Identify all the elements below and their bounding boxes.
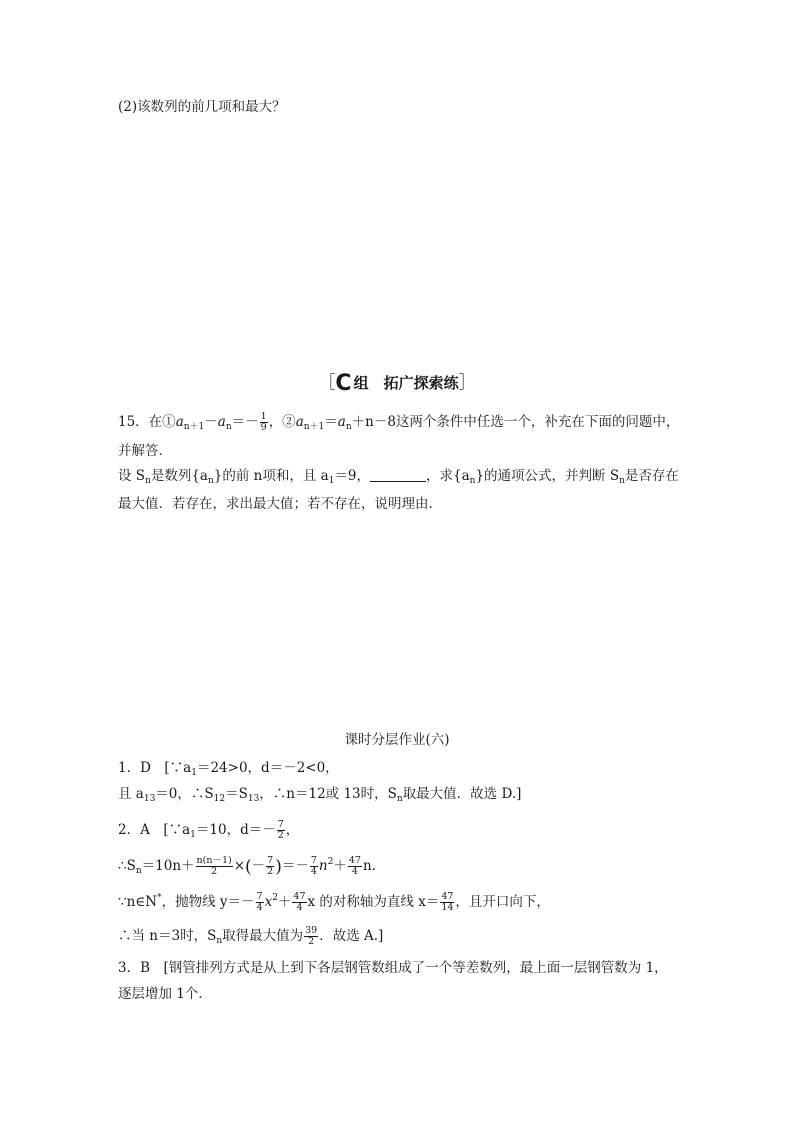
- answer-3-line-1: 3．B [钢管排列方式是从上到下各层钢管数组成了一个等差数列，最上面一层钢管数为 1，: [118, 960, 668, 976]
- fraction-39-2: $\frac{39}{2}$: [305, 925, 318, 947]
- section-label: 组 拓广探索练: [353, 374, 459, 392]
- fraction-47-14: $\frac{47}{14}$: [441, 891, 454, 913]
- fraction-7-4: $\frac{7}{4}$: [310, 855, 317, 877]
- q15-line-3: 设 $S_n$是数列$\{a_n\}$的前 n项和，且 $a_1=9$， ，求$\{a_n\}$的通项公式，并判断 $S_n$是否存在: [118, 468, 679, 486]
- fraction-n-n-1-2: $\frac{n(n-1)}{2}$: [196, 855, 232, 877]
- fraction-7-2: $\frac{7}{2}$: [277, 819, 284, 841]
- answer-2-line-1: 2．A [$\because a_1=10$，d＝－ $\frac{7}{2}$ ，: [118, 819, 300, 841]
- answer-2-line-4: ∴当 n＝3时，$S_n$取得最大值为 $\frac{39}{2}$ ．故选 A.]: [118, 925, 384, 947]
- fraction-47-4-b: $\frac{47}{4}$: [293, 891, 306, 913]
- answer-title: 课时分层作业(六): [344, 732, 450, 748]
- c-badge-icon: C: [335, 371, 352, 396]
- q15-line-1: 15．在$①a_{n+1}-a_n=-$ $\frac{1}{9}$ ，$②a_{n+1}=a_n+n-8$这两个条件中任选一个，补充在下面的问题中，: [118, 411, 680, 433]
- answer-blank: [370, 467, 426, 482]
- open-bracket: ［: [318, 373, 336, 393]
- fraction-7-4-b: $\frac{7}{4}$: [256, 891, 263, 913]
- close-bracket: ］: [458, 373, 476, 393]
- fraction-47-4: $\frac{47}{4}$: [348, 855, 361, 877]
- fraction-1-9: $\frac{1}{9}$: [260, 411, 267, 433]
- answer-1-line-1: 1．D [$\because a_1=24>0$，d＝－2<0，: [118, 760, 339, 778]
- section-header-c: [0, 372, 794, 395]
- answer-2-line-2: $\therefore S_n=10n+$ $\frac{n(n-1)}{2}$ ×(－ $\frac{7}{2}$ )＝－ $\frac{7}{4}$ $n^2+$ $\frac{47}{4}$ n.: [118, 855, 376, 877]
- q15-line-2: 并解答．: [118, 443, 172, 459]
- answer-1-line-2: 且 $a_{13}=0$，$\therefore S_{12}=S_{13}$，∴n＝12或 13时，$S_n$取最大值．故选 D.]: [118, 786, 522, 804]
- question-part-2: (2)该数列的前几项和最大？: [118, 99, 286, 115]
- fraction-7-2-b: $\frac{7}{2}$: [267, 855, 274, 877]
- answer-2-line-3: ∵n∈N*，抛物线 y＝－ $\frac{7}{4}$ $x^2+$ $\frac{47}{4}$ x 的对称轴为直线 x＝ $\frac{47}{14}$ ，且开口向下，: [118, 891, 550, 913]
- answer-3-line-2: 逐层增加 1个．: [118, 986, 212, 1002]
- q15-line-4: 最大值．若存在，求出最大值；若不存在，说明理由．: [118, 496, 442, 512]
